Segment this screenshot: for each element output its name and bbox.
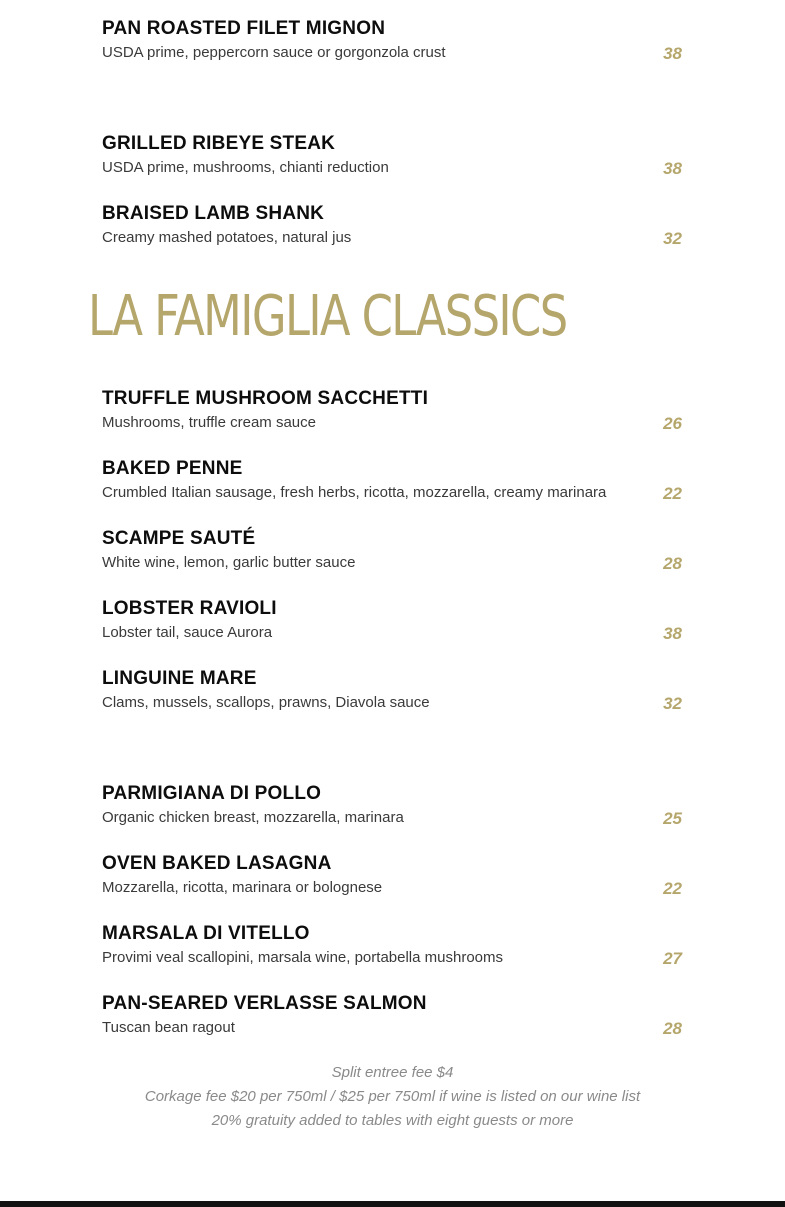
- menu-item-price: 22: [663, 484, 682, 503]
- menu-item-description: Mushrooms, truffle cream sauce: [102, 414, 316, 431]
- menu-item-description: Lobster tail, sauce Aurora: [102, 624, 273, 641]
- menu-item-description: Crumbled Italian sausage, fresh herbs, ricotta, mozzarella, creamy marinara: [102, 484, 607, 501]
- menu-item-price: 26: [663, 414, 682, 433]
- section-title: LA FAMIGLIA CLASSICS: [88, 284, 567, 349]
- menu-item-name: PAN ROASTED FILET MIGNON: [102, 18, 386, 39]
- menu-item-name: BRAISED LAMB SHANK: [102, 203, 325, 224]
- menu-item-description: Mozzarella, ricotta, marinara or bolognese: [102, 879, 383, 896]
- menu-item-name: BAKED PENNE: [102, 458, 243, 479]
- menu-item: [102, 203, 692, 263]
- menu-item: [102, 133, 692, 193]
- menu-item-name: SCAMPE SAUTÉ: [102, 528, 256, 549]
- menu-item-price: 27: [663, 949, 682, 968]
- gratuity-note: 20% gratuity added to tables with eight guests or more: [211, 1112, 574, 1129]
- menu-item-price: 38: [663, 624, 682, 643]
- menu-item-name: TRUFFLE MUSHROOM SACCHETTI: [102, 388, 429, 409]
- menu-item-price: 32: [663, 694, 682, 713]
- menu-item: [102, 853, 692, 913]
- menu-item-price: 32: [663, 229, 682, 248]
- menu-item: [102, 18, 692, 78]
- menu-item-price: 28: [663, 1019, 682, 1038]
- menu-item: [102, 668, 692, 728]
- menu-item-name: MARSALA DI VITELLO: [102, 923, 310, 944]
- menu-item-description: Tuscan bean ragout: [102, 1019, 235, 1036]
- menu-item-description: White wine, lemon, garlic butter sauce: [102, 554, 356, 571]
- menu-item-description: USDA prime, peppercorn sauce or gorgonzola crust: [102, 44, 446, 61]
- menu-item-price: 38: [663, 44, 682, 63]
- menu-item: [102, 458, 692, 518]
- menu-item: [102, 598, 692, 658]
- menu-item-description: Provimi veal scallopini, marsala wine, portabella mushrooms: [102, 949, 503, 966]
- menu-item-name: OVEN BAKED LASAGNA: [102, 853, 332, 874]
- menu-item-description: USDA prime, mushrooms, chianti reduction: [102, 159, 389, 176]
- menu-item: [102, 388, 692, 448]
- bottom-divider: [0, 1201, 785, 1207]
- menu-item: [102, 783, 692, 843]
- menu-item-price: 22: [663, 879, 682, 898]
- menu-item-description: Clams, mussels, scallops, prawns, Diavola sauce: [102, 694, 430, 711]
- menu-item-price: 38: [663, 159, 682, 178]
- menu-footnotes: [0, 1061, 785, 1133]
- menu-item-description: Organic chicken breast, mozzarella, marinara: [102, 809, 404, 826]
- menu-item-name: PARMIGIANA DI POLLO: [102, 783, 322, 804]
- menu-item: [102, 993, 692, 1053]
- menu-item: [102, 923, 692, 983]
- menu-item-name: LINGUINE MARE: [102, 668, 257, 689]
- menu-item-name: PAN-SEARED VERLASSE SALMON: [102, 993, 427, 1014]
- split-fee-note: Split entree fee $4: [331, 1064, 454, 1081]
- menu-item-name: GRILLED RIBEYE STEAK: [102, 133, 336, 154]
- menu-item-name: LOBSTER RAVIOLI: [102, 598, 277, 619]
- menu-item: [102, 528, 692, 588]
- menu-item-price: 25: [663, 809, 682, 828]
- menu-item-price: 28: [663, 554, 682, 573]
- menu-item-description: Creamy mashed potatoes, natural jus: [102, 229, 352, 246]
- corkage-note: Corkage fee $20 per 750ml / $25 per 750ml if wine is listed on our wine list: [144, 1088, 641, 1105]
